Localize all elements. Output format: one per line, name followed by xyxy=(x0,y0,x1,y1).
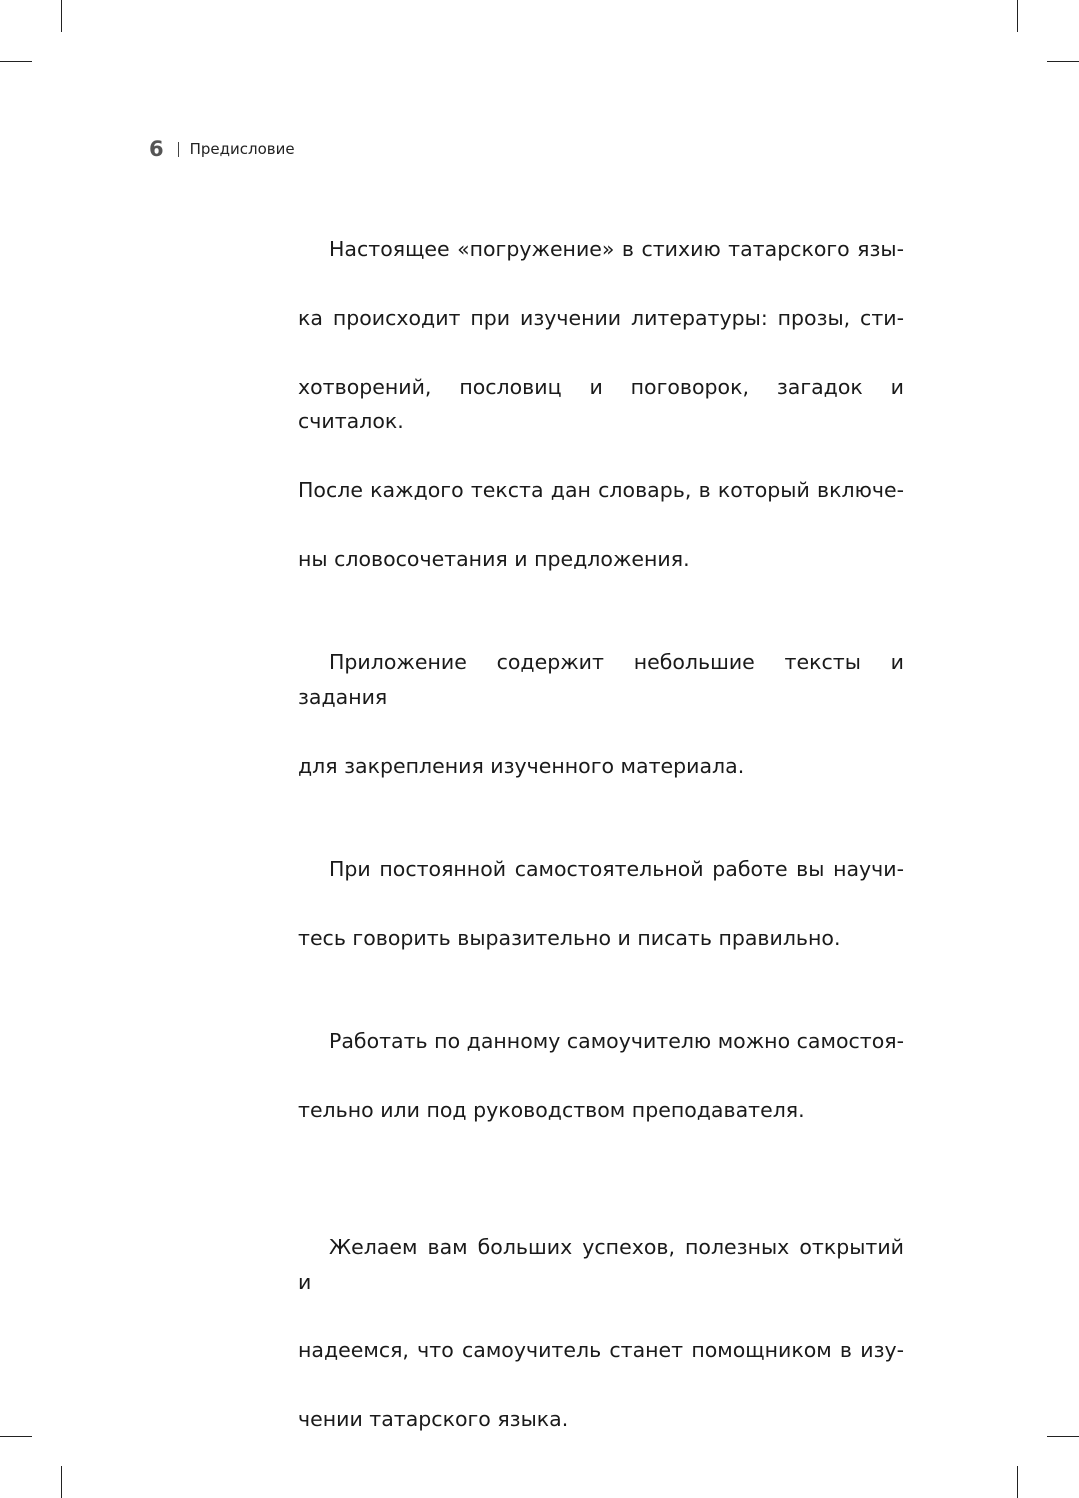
crop-mark-top-right-horizontal xyxy=(1047,61,1079,62)
text-line: Желаем вам больших успехов, полезных открытий и xyxy=(298,1235,904,1294)
text-line: Работать по данному самоучителю можно самостоя- xyxy=(329,1028,904,1053)
crop-mark-bottom-left-horizontal xyxy=(0,1436,32,1437)
text-line: тесь говорить выразительно и писать правильно. xyxy=(298,925,841,950)
text-line: тельно или под руководством преподавателя. xyxy=(298,1097,805,1122)
crop-mark-bottom-right-vertical xyxy=(1017,1466,1018,1498)
text-line: Приложение содержит небольшие тексты и задания xyxy=(298,650,904,709)
text-line: чении татарского языка. xyxy=(298,1407,569,1432)
crop-mark-top-left-horizontal xyxy=(0,61,32,62)
paragraph-5 xyxy=(298,1196,904,1471)
page-number: 6 xyxy=(149,137,164,161)
paragraph-gap xyxy=(298,1161,904,1195)
running-head xyxy=(149,137,295,161)
text-line: После каждого текста дан словарь, в который включе- xyxy=(298,478,904,503)
paragraph-3 xyxy=(298,817,904,989)
crop-mark-top-right-vertical xyxy=(1017,0,1018,32)
crop-mark-bottom-left-vertical xyxy=(61,1466,62,1498)
text-line: для закрепления изученного материала. xyxy=(298,753,745,778)
body-text xyxy=(298,198,904,1471)
text-line: надеемся, что самоучитель станет помощником в изу- xyxy=(298,1338,904,1363)
paragraph-4 xyxy=(298,989,904,1161)
crop-mark-bottom-right-horizontal xyxy=(1047,1436,1079,1437)
paragraph-2 xyxy=(298,611,904,817)
text-line: ка происходит при изучении литературы: прозы, сти- xyxy=(298,306,904,331)
section-title: Предисловие xyxy=(189,140,295,158)
text-line: хотворений, пословиц и поговорок, загадок и считалок. xyxy=(298,375,904,434)
text-line: ны словосочетания и предложения. xyxy=(298,547,690,572)
paragraph-1 xyxy=(298,198,904,611)
crop-mark-top-left-vertical xyxy=(61,0,62,32)
text-line: Настоящее «погружение» в стихию татарского язы- xyxy=(329,237,904,262)
text-line: При постоянной самостоятельной работе вы научи- xyxy=(329,856,904,881)
running-head-separator xyxy=(178,142,179,157)
